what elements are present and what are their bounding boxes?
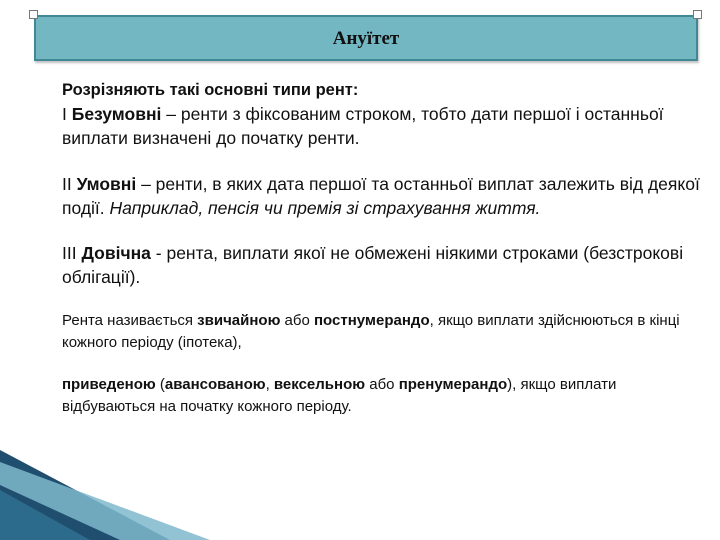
ordinary-text: , якщо виплати здійснюються в кінці кожного періоду (іпотека), [62, 312, 680, 351]
type2-number: ІІ [62, 174, 77, 194]
selection-handle-top-right [693, 10, 702, 19]
ordinary-pre: Рента називається [62, 312, 198, 329]
ordinary-mid: або [280, 312, 314, 329]
advance-open: ( [155, 376, 165, 393]
slide-title-bar [34, 15, 698, 61]
ordinary-term1: звичайною [197, 312, 281, 329]
ordinary-term2: постнумерандо [314, 312, 430, 329]
type3-paragraph [62, 241, 702, 289]
advance-mid: або [365, 376, 399, 393]
slide-body [62, 78, 702, 418]
type2-paragraph [62, 172, 702, 220]
advance-term4: пренумерандо [398, 376, 508, 393]
type1-paragraph [62, 102, 702, 150]
type2-term: Умовні [76, 174, 137, 194]
advance-close: ), [507, 376, 517, 393]
type3-term: Довічна [81, 243, 151, 263]
type1-term: Безумовні [71, 104, 162, 124]
advance-text: якщо виплати відбуваються на початку кожного періоду. [62, 376, 617, 415]
type2-text: – ренти, в яких дата першої та останньої виплат залежить від деякої події. [62, 174, 700, 218]
slide-title: Ануїтет [332, 28, 400, 49]
type2-example: Наприклад, пенсія чи премія зі страхування життя. [109, 198, 541, 218]
advance-comma: , [265, 376, 274, 393]
advance-term2: авансованою [164, 376, 266, 393]
advance-paragraph [62, 374, 702, 418]
type3-number: ІІІ [62, 243, 82, 263]
advance-term1: приведеною [62, 376, 156, 393]
decorative-wave-graphic [0, 450, 720, 540]
type1-text: – ренти з фіксованим строком, тобто дати першої і останньої виплати визначені до початку ренти. [62, 104, 664, 148]
type1-number: І [62, 104, 72, 124]
ordinary-paragraph [62, 310, 702, 354]
intro-line: Розрізняють такі основні типи рент: [62, 81, 359, 99]
advance-term3: вексельною [273, 376, 366, 393]
type3-text: - рента, виплати якої не обмежені ніякими строками (безстрокові облігації). [62, 243, 684, 287]
selection-handle-top-left [29, 10, 38, 19]
